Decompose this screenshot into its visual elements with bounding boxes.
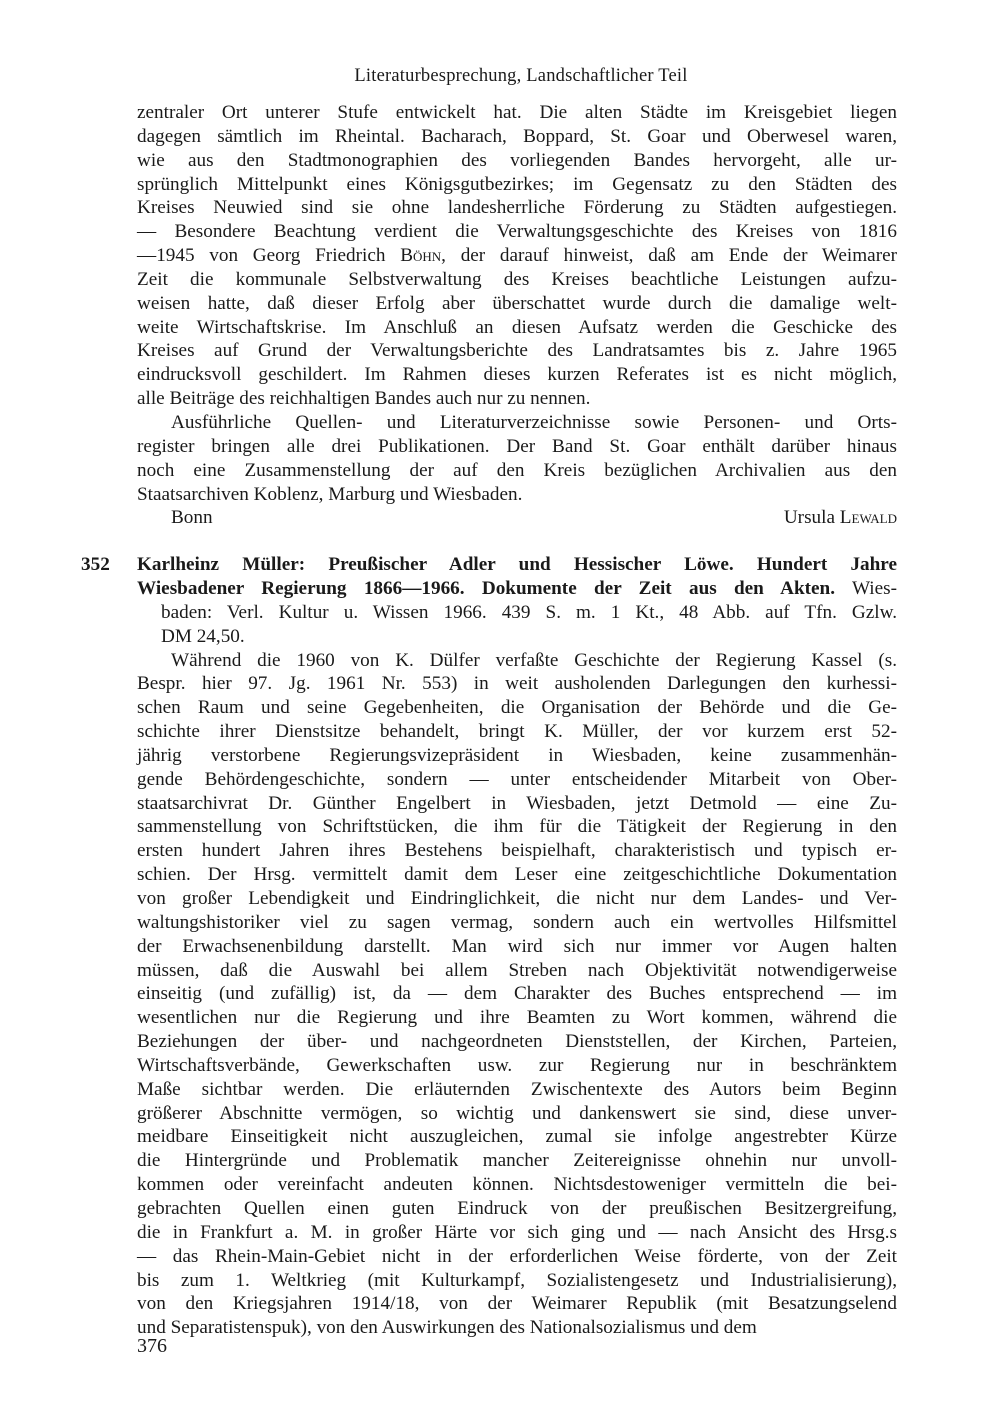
entry-citation [137, 553, 897, 648]
page-content [81, 66, 897, 1340]
text-line: gebrachten Quellen einen guten Eindruck von der preußischen Besitzergreifung, [137, 1197, 897, 1219]
text-line: eindrucksvoll geschildert. Im Rahmen dieses kurzen Referates ist es nicht möglich, [137, 364, 897, 386]
text-line: staatsarchivrat Dr. Günther Engelbert in Wiesbaden, jetzt Detmold — eine Zu- [137, 792, 897, 814]
citation-text: Wies- [835, 578, 897, 600]
citation-line: baden: Verl. Kultur u. Wissen 1966. 439 S. m. 1 Kt., 48 Abb. auf Tfn. Gzlw. [161, 601, 897, 623]
page-number: 376 [137, 1335, 167, 1357]
text-line: Kreises auf Grund der Verwaltungsberichte des Landratsamtes bis z. Jahre 1965 [137, 340, 897, 362]
text-line: schichte ihrer Dienstsitze behandelt, bringt K. Müller, der vor kurzem erst 52- [137, 721, 897, 743]
text-line: Zeit die kommunale Selbstverwaltung des Kreises beachtliche Leistungen aufzu- [137, 268, 897, 290]
text-line: dagegen sämtlich im Rheintal. Bacharach, Boppard, St. Goar und Oberwesel waren, [137, 125, 897, 147]
text-line: die in Frankfurt a. M. in großer Härte vor sich ging und — nach Ansicht des Hrsg.s [137, 1221, 897, 1243]
text-line: gende Behördengeschichte, sondern — unter entscheidender Mitarbeit von Ober- [137, 768, 897, 790]
text-line: ersten hundert Jahren ihres Bestehens beispielhaft, charakteristisch und typisch er- [137, 840, 897, 862]
text-line: von den Kriegsjahren 1914/18, von der Weimarer Republik (mit Besatzungselend [137, 1293, 897, 1315]
text-line: Ausführliche Quellen- und Literaturverzeichnisse sowie Personen- und Orts- [171, 411, 897, 433]
text-line: alle Beiträge des reichhaltigen Bandes auch nur zu nennen. [137, 388, 591, 410]
previous-review-paragraph-1 [137, 101, 897, 411]
text-line [137, 244, 897, 268]
text-line: jährig verstorbene Regierungsvizepräsident in Wiesbaden, keine zusammenhän- [137, 744, 897, 766]
previous-review-paragraph-2 [137, 411, 897, 506]
citation-line [137, 577, 897, 601]
text-line: sprünglich Mittelpunkt eines Königsgutbezirkes; im Gegensatz zu den Städten des [137, 173, 897, 195]
text-line: sammenstellung von Schriftstücken, die ihm für die Tätigkeit der Regierung in den [137, 816, 897, 838]
text-line: — Besondere Beachtung verdient die Verwaltungsgeschichte des Kreises von 1816 [137, 221, 897, 243]
text-line: register bringen alle drei Publikationen. Der Band St. Goar enthält darüber hinaus [137, 435, 897, 457]
reviewer-first-name: Ursula [783, 507, 840, 529]
text-line: der Erwachsenenbildung darstellt. Man wird sich nur immer vor Augen halten [137, 935, 897, 957]
author-name-smallcaps: Böhn [400, 245, 442, 267]
text-line: kommen oder vereinfacht andeuten können. Nichtsdestoweniger vermitteln die bei- [137, 1174, 897, 1196]
text-line: noch eine Zusammenstellung der auf den Kreis bezüglichen Archivalien aus den [137, 459, 897, 481]
text-line: zentraler Ort unterer Stufe entwickelt hat. Die alten Städte im Kreisgebiet liegen [137, 102, 897, 123]
text-line: Staatsarchiven Koblenz, Marburg und Wiesbaden. [137, 483, 523, 505]
text-line: und Separatistenspuk), von den Auswirkungen des Nationalsozialismus und dem [137, 1317, 757, 1339]
text-line: Während die 1960 von K. Dülfer verfaßte Geschichte der Regierung Kassel (s. [171, 649, 897, 671]
review-signoff [137, 506, 897, 530]
reviewer-place: Bonn [171, 507, 213, 529]
citation-line: DM 24,50. [161, 625, 245, 647]
reviewer-last-name: Lewald [839, 507, 897, 529]
running-head: Literaturbesprechung, Landschaftlicher Teil [354, 66, 688, 86]
reviewer-name [784, 506, 897, 530]
text-line: wie aus den Stadtmonographien des vorliegenden Bandes hervorgeht, alle ur- [137, 149, 897, 171]
text-line: Kreises Neuwied sind sie ohne landesherrliche Förderung zu Städten aufgestiegen. [137, 197, 897, 219]
citation-title: Wiesbadener Regierung 1866—1966. Dokumente der Zeit aus den Akten. [137, 578, 835, 600]
citation-line [137, 553, 897, 577]
text-line: Beziehungen der über- und nachgeordneten Dienststellen, der Kirchen, Parteien, [137, 1031, 897, 1053]
text-line: die Hintergründe und Problematik mancher Zeitereignisse ohnehin nur unvoll- [137, 1150, 897, 1172]
entry-number: 352 [81, 554, 110, 576]
text-line: bis zum 1. Weltkrieg (mit Kulturkampf, Sozialistengesetz und Industrialisierung), [137, 1269, 897, 1291]
text-line: schien. Der Hrsg. vermittelt damit dem Leser eine zeitgeschichtliche Dokumentation [137, 864, 897, 886]
text-line: größerer Abschnitte vermögen, so wichtig und dankenswert sie sind, diese unver- [137, 1102, 897, 1124]
text-line: weisen hatte, daß dieser Erfolg aber überschattet wurde durch die damalige welt- [137, 292, 897, 314]
text-line: Maße sichtbar werden. Die erläuternden Zwischentexte des Autors beim Beginn [137, 1078, 897, 1100]
text-line: einseitig (und zufällig) ist, da — dem Charakter des Buches entsprechend — im [137, 983, 897, 1005]
text-fragment: , der darauf hinweist, daß am Ende der Weimarer [441, 245, 897, 267]
text-line: meidbare Einseitigkeit nicht auszugleichen, zumal sie infolge angestrebter Kürze [137, 1126, 897, 1148]
text-line: wesentlichen nur die Regierung und ihre Beamten zu Wort kommen, während die [137, 1007, 897, 1029]
text-line: von großer Lebendigkeit und Eindringlichkeit, die nicht nur dem Landes- und Ver- [137, 888, 897, 909]
citation-title: Karlheinz Müller: Preußischer Adler und Hessischer Löwe. Hundert Jahre [137, 554, 897, 576]
text-line: weite Wirtschaftskrise. Im Anschluß an diesen Aufsatz werden die Geschicke des [137, 316, 897, 338]
text-line: Bespr. hier 97. Jg. 1961 Nr. 553) in weit ausholenden Darlegungen den kurhessi- [137, 673, 897, 695]
text-line: schen Raum und seine Gegebenheiten, die Organisation der Behörde und die Ge- [137, 697, 897, 719]
text-fragment: —1945 von Georg Friedrich [137, 245, 401, 267]
review-entry [81, 553, 897, 1340]
text-line: müssen, daß die Auswahl bei allem Streben nach Objektivität notwendigerweise [137, 959, 897, 981]
entry-body [137, 649, 897, 1340]
text-line: Wirtschaftsverbände, Gewerkschaften usw. zur Regierung nur in beschränktem [137, 1054, 897, 1076]
text-line: waltungshistoriker viel zu sagen vermag, sondern auch ein wertvolles Hilfsmittel [137, 911, 897, 933]
text-line: — das Rhein-Main-Gebiet nicht in der erforderlichen Weise förderte, von der Zeit [137, 1245, 897, 1267]
